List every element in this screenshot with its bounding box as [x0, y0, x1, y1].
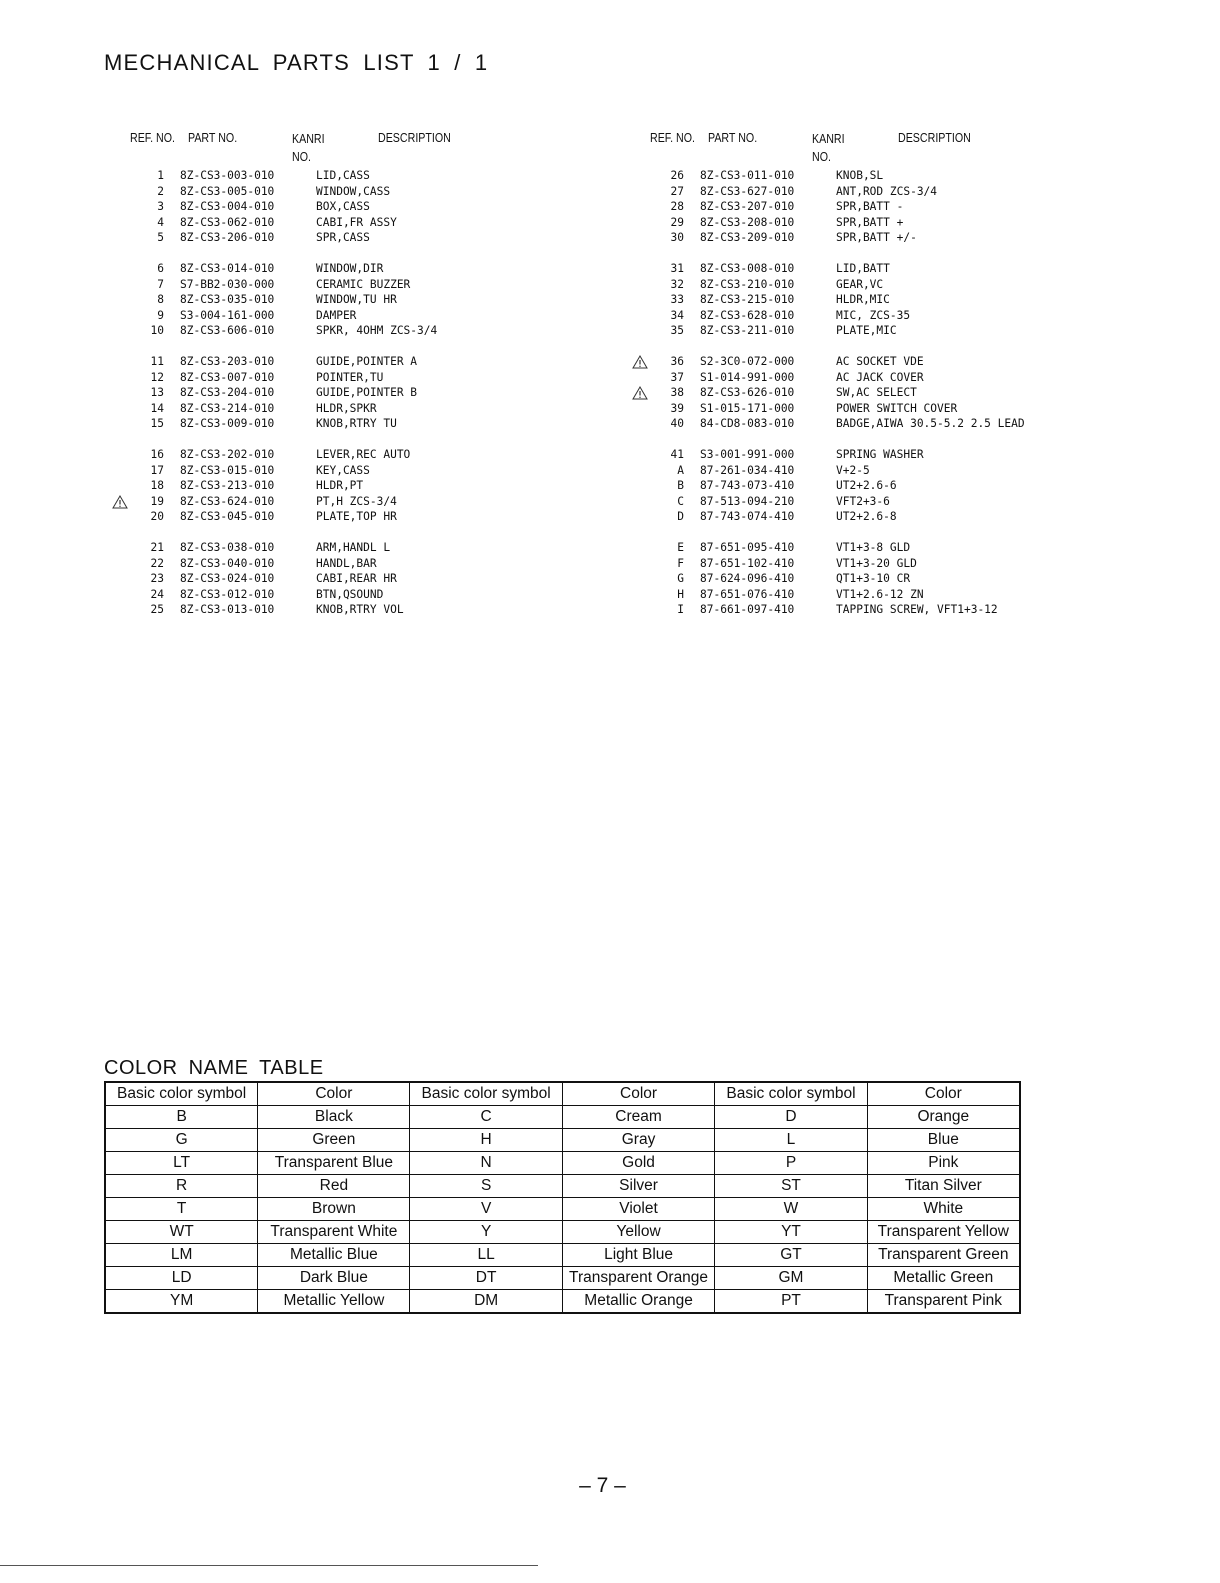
ref-no: 3	[157, 200, 164, 213]
ref-no: C	[677, 494, 684, 508]
color-name-cell: Transparent Yellow	[867, 1221, 1020, 1244]
description: HLDR,PT	[316, 479, 364, 492]
description: WINDOW,TU HR	[316, 293, 397, 306]
ref-no: 27	[670, 184, 684, 198]
part-no: 8Z-CS3-606-010	[180, 324, 275, 337]
ref-no: 15	[150, 417, 164, 430]
part-no: 87-743-073-410	[700, 479, 795, 492]
description: KEY,CASS	[316, 463, 370, 477]
ref-no: I	[677, 603, 684, 616]
description: BOX,CASS	[316, 200, 370, 213]
color-symbol-cell: S	[410, 1175, 562, 1198]
ref-no: F	[677, 556, 684, 570]
color-symbol-cell: T	[105, 1198, 258, 1221]
description: KNOB,RTRY TU	[316, 417, 397, 430]
ref-no: 5	[157, 231, 164, 244]
description: GUIDE,POINTER A	[316, 355, 418, 368]
header-kanri-label: KANRI	[812, 131, 845, 146]
part-no: 87-743-074-410	[700, 510, 795, 523]
ref-no: D	[677, 510, 684, 523]
part-no: 8Z-CS3-628-010	[700, 308, 795, 322]
color-symbol-cell: ST	[715, 1175, 867, 1198]
description: SPR,BATT -	[836, 200, 904, 213]
ref-no: 25	[150, 603, 164, 616]
ref-no: 30	[670, 231, 684, 244]
description: SPR,BATT +/-	[836, 231, 917, 244]
ref-no: 29	[670, 215, 684, 229]
color-name-cell: Dark Blue	[258, 1267, 410, 1290]
color-symbol-cell: P	[715, 1152, 867, 1175]
color-symbol-cell: L	[715, 1129, 867, 1152]
color-table-row	[105, 1244, 1020, 1267]
description: SPR,BATT +	[836, 215, 904, 229]
part-no: 8Z-CS3-011-010	[700, 169, 795, 182]
color-symbol-cell: D	[715, 1106, 867, 1129]
color-name-cell: Metallic Orange	[562, 1290, 715, 1314]
color-table-body	[105, 1106, 1020, 1314]
color-symbol-cell: W	[715, 1198, 867, 1221]
color-name-cell: Green	[258, 1129, 410, 1152]
part-no: 8Z-CS3-624-010	[180, 494, 275, 508]
color-name-cell: Titan Silver	[867, 1175, 1020, 1198]
part-no: 87-624-096-410	[700, 572, 795, 585]
part-no: 87-651-076-410	[700, 587, 795, 601]
ref-no: 20	[150, 510, 164, 523]
color-symbol-cell: LM	[105, 1244, 258, 1267]
part-no: 8Z-CS3-627-010	[700, 184, 795, 198]
part-no: 8Z-CS3-009-010	[180, 417, 275, 430]
part-no: 8Z-CS3-214-010	[180, 401, 275, 415]
ref-no: 14	[150, 401, 164, 415]
header-description: DESCRIPTION	[898, 130, 971, 145]
color-symbol-cell: WT	[105, 1221, 258, 1244]
part-no: 8Z-CS3-014-010	[180, 262, 275, 275]
description: PLATE,MIC	[836, 324, 897, 337]
part-no: 8Z-CS3-007-010	[180, 370, 275, 384]
color-name-cell: Metallic Green	[867, 1267, 1020, 1290]
header-description: DESCRIPTION	[378, 130, 451, 145]
part-no: 8Z-CS3-206-010	[180, 231, 275, 244]
description: QT1+3-10 CR	[836, 572, 911, 585]
part-no: 8Z-CS3-003-010	[180, 169, 275, 182]
color-name-cell: Transparent Pink	[867, 1290, 1020, 1314]
color-table-row	[105, 1152, 1020, 1175]
description: WINDOW,DIR	[316, 262, 384, 275]
ref-no: 1	[157, 169, 164, 182]
ref-no: 7	[157, 277, 164, 291]
header-kanri-no: NO.	[812, 149, 831, 164]
header-part-no: PART NO.	[708, 130, 758, 145]
header-basic-color-symbol: Basic color symbol	[715, 1082, 867, 1106]
ref-no: 13	[150, 386, 164, 399]
part-no: 8Z-CS3-045-010	[180, 510, 275, 523]
part-no: 8Z-CS3-008-010	[700, 262, 795, 275]
safety-warning-icon	[112, 495, 128, 509]
color-table-row	[105, 1198, 1020, 1221]
color-table-row	[105, 1221, 1020, 1244]
part-no: 8Z-CS3-015-010	[180, 463, 275, 477]
color-symbol-cell: LT	[105, 1152, 258, 1175]
description: LID,BATT	[836, 262, 890, 275]
part-no: 8Z-CS3-035-010	[180, 293, 275, 306]
color-symbol-cell: C	[410, 1106, 562, 1129]
ref-no: 35	[670, 324, 684, 337]
part-no: 8Z-CS3-024-010	[180, 572, 275, 585]
description: MIC, ZCS-35	[836, 308, 911, 322]
part-no: S1-014-991-000	[700, 370, 795, 384]
ref-no: 37	[670, 370, 684, 384]
color-name-table	[104, 1081, 1021, 1314]
part-no: S7-BB2-030-000	[180, 277, 275, 291]
part-no: 8Z-CS3-013-010	[180, 603, 275, 616]
header-part-no: PART NO.	[188, 130, 238, 145]
part-no: 8Z-CS3-211-010	[700, 324, 795, 337]
description: ARM,HANDL L	[316, 541, 391, 554]
ref-no: 24	[150, 587, 164, 601]
ref-no: 26	[670, 169, 684, 182]
color-symbol-cell: GM	[715, 1267, 867, 1290]
ref-no: 40	[670, 417, 684, 430]
description: AC JACK COVER	[836, 370, 924, 384]
description: UT2+2.6-6	[836, 479, 897, 492]
part-no: 87-513-094-210	[700, 494, 795, 508]
color-name-cell: Gray	[562, 1129, 715, 1152]
description: POINTER,TU	[316, 370, 384, 384]
ref-no: 6	[157, 262, 164, 275]
color-name-cell: Metallic Blue	[258, 1244, 410, 1267]
color-name-cell: Gold	[562, 1152, 715, 1175]
description: SPRING WASHER	[836, 448, 924, 461]
header-color: Color	[562, 1082, 715, 1106]
ref-no: B	[677, 479, 684, 492]
header-color: Color	[258, 1082, 410, 1106]
description: V+2-5	[836, 463, 870, 477]
description: POWER SWITCH COVER	[836, 401, 958, 415]
color-name-cell: Silver	[562, 1175, 715, 1198]
color-symbol-cell: B	[105, 1106, 258, 1129]
color-symbol-cell: PT	[715, 1290, 867, 1314]
color-name-cell: Transparent Green	[867, 1244, 1020, 1267]
header-kanri-no: NO.	[292, 149, 311, 164]
ref-no: 10	[150, 324, 164, 337]
part-no: S1-015-171-000	[700, 401, 795, 415]
color-name-cell: Transparent Orange	[562, 1267, 715, 1290]
part-no: 8Z-CS3-005-010	[180, 184, 275, 198]
description: VT1+3-20 GLD	[836, 556, 917, 570]
description: GUIDE,POINTER B	[316, 386, 418, 399]
color-symbol-cell: LD	[105, 1267, 258, 1290]
color-symbol-cell: Y	[410, 1221, 562, 1244]
description: HANDL,BAR	[316, 556, 377, 570]
ref-no: 31	[670, 262, 684, 275]
part-no: 87-651-095-410	[700, 541, 795, 554]
description: PLATE,TOP HR	[316, 510, 397, 523]
part-no: 8Z-CS3-208-010	[700, 215, 795, 229]
part-no: 87-651-102-410	[700, 556, 795, 570]
part-no: 8Z-CS3-202-010	[180, 448, 275, 461]
part-no: S3-001-991-000	[700, 448, 795, 461]
description: SPR,CASS	[316, 231, 370, 244]
color-symbol-cell: LL	[410, 1244, 562, 1267]
ref-no: 9	[157, 308, 164, 322]
ref-no: 41	[670, 448, 684, 461]
description: HLDR,SPKR	[316, 401, 377, 415]
ref-no: 23	[150, 572, 164, 585]
description: KNOB,RTRY VOL	[316, 603, 404, 616]
description: CABI,REAR HR	[316, 572, 397, 585]
ref-no: 33	[670, 293, 684, 306]
page-title: MECHANICAL PARTS LIST 1 / 1	[104, 50, 489, 75]
description: SW,AC SELECT	[836, 386, 917, 399]
description: TAPPING SCREW, VFT1+3-12	[836, 603, 998, 616]
ref-no: 8	[157, 293, 164, 306]
color-symbol-cell: YT	[715, 1221, 867, 1244]
safety-warning-icon	[632, 355, 648, 369]
header-color: Color	[867, 1082, 1020, 1106]
color-table-header-row	[105, 1082, 1020, 1106]
color-table-row	[105, 1267, 1020, 1290]
header-kanri	[292, 130, 325, 166]
ref-no: 21	[150, 541, 164, 554]
color-symbol-cell: G	[105, 1129, 258, 1152]
description: AC SOCKET VDE	[836, 355, 924, 368]
color-name-cell: White	[867, 1198, 1020, 1221]
description: SPKR, 4OHM ZCS-3/4	[316, 324, 438, 337]
description: DAMPER	[316, 308, 357, 322]
color-name-cell: Blue	[867, 1129, 1020, 1152]
color-name-cell: Brown	[258, 1198, 410, 1221]
description: CABI,FR ASSY	[316, 215, 397, 229]
description: VT1+2.6-12 ZN	[836, 587, 924, 601]
ref-no: 2	[157, 184, 164, 198]
color-name-cell: Light Blue	[562, 1244, 715, 1267]
part-no: 8Z-CS3-038-010	[180, 541, 275, 554]
color-table-row	[105, 1106, 1020, 1129]
description: GEAR,VC	[836, 277, 884, 291]
description: CERAMIC BUZZER	[316, 277, 411, 291]
part-no: 87-261-034-410	[700, 463, 795, 477]
description: HLDR,MIC	[836, 293, 890, 306]
description: LEVER,REC AUTO	[316, 448, 411, 461]
color-name-cell: Pink	[867, 1152, 1020, 1175]
part-no: 8Z-CS3-210-010	[700, 277, 795, 291]
color-name-cell: Transparent White	[258, 1221, 410, 1244]
color-table-row	[105, 1129, 1020, 1152]
color-name-cell: Violet	[562, 1198, 715, 1221]
header-kanri	[812, 130, 845, 166]
description: LID,CASS	[316, 169, 370, 182]
color-symbol-cell: GT	[715, 1244, 867, 1267]
color-table-row	[105, 1175, 1020, 1198]
ref-no: 4	[157, 215, 164, 229]
ref-no: E	[677, 541, 684, 554]
color-name-cell: Metallic Yellow	[258, 1290, 410, 1314]
color-symbol-cell: N	[410, 1152, 562, 1175]
part-no: 8Z-CS3-203-010	[180, 355, 275, 368]
ref-no: 38	[670, 386, 684, 399]
ref-no: 36	[670, 355, 684, 368]
description: ANT,ROD ZCS-3/4	[836, 184, 938, 198]
color-name-cell: Cream	[562, 1106, 715, 1129]
part-no: 8Z-CS3-209-010	[700, 231, 795, 244]
part-no: 8Z-CS3-207-010	[700, 200, 795, 213]
color-symbol-cell: H	[410, 1129, 562, 1152]
part-no: 8Z-CS3-213-010	[180, 479, 275, 492]
bottom-rule	[0, 1565, 538, 1566]
description: VT1+3-8 GLD	[836, 541, 911, 554]
description: KNOB,SL	[836, 169, 884, 182]
ref-no: 22	[150, 556, 164, 570]
color-symbol-cell: DT	[410, 1267, 562, 1290]
description: PT,H ZCS-3/4	[316, 494, 397, 508]
part-no: 8Z-CS3-626-010	[700, 386, 795, 399]
description: BTN,QSOUND	[316, 587, 384, 601]
color-name-cell: Black	[258, 1106, 410, 1129]
part-no: 8Z-CS3-004-010	[180, 200, 275, 213]
ref-no: 18	[150, 479, 164, 492]
ref-no: 39	[670, 401, 684, 415]
header-basic-color-symbol: Basic color symbol	[105, 1082, 258, 1106]
ref-no: 17	[150, 463, 164, 477]
part-no: 87-661-097-410	[700, 603, 795, 616]
header-kanri-label: KANRI	[292, 131, 325, 146]
description: WINDOW,CASS	[316, 184, 391, 198]
description: BADGE,AIWA 30.5-5.2 2.5 LEAD	[836, 417, 1025, 430]
color-table-title: COLOR NAME TABLE	[104, 1057, 324, 1079]
safety-warning-icon	[632, 386, 648, 400]
description: VFT2+3-6	[836, 494, 890, 508]
part-no: 8Z-CS3-204-010	[180, 386, 275, 399]
part-no: 84-CD8-083-010	[700, 417, 795, 430]
color-symbol-cell: R	[105, 1175, 258, 1198]
description: UT2+2.6-8	[836, 510, 897, 523]
ref-no: 19	[150, 494, 164, 508]
ref-no: 34	[670, 308, 684, 322]
ref-no: 16	[150, 448, 164, 461]
header-ref-no: REF. NO.	[650, 130, 696, 145]
part-no: S2-3C0-072-000	[700, 355, 795, 368]
ref-no: H	[677, 587, 684, 601]
ref-no: G	[677, 572, 684, 585]
ref-no: 11	[150, 355, 164, 368]
color-symbol-cell: DM	[410, 1290, 562, 1314]
part-no: 8Z-CS3-040-010	[180, 556, 275, 570]
color-symbol-cell: V	[410, 1198, 562, 1221]
header-basic-color-symbol: Basic color symbol	[410, 1082, 562, 1106]
part-no: 8Z-CS3-062-010	[180, 215, 275, 229]
ref-no: 28	[670, 200, 684, 213]
color-name-cell: Red	[258, 1175, 410, 1198]
part-no: 8Z-CS3-215-010	[700, 293, 795, 306]
ref-no: 12	[150, 370, 164, 384]
ref-no: 32	[670, 277, 684, 291]
part-no: 8Z-CS3-012-010	[180, 587, 275, 601]
color-name-cell: Orange	[867, 1106, 1020, 1129]
ref-no: A	[677, 463, 684, 477]
color-name-cell: Transparent Blue	[258, 1152, 410, 1175]
page-number: – 7 –	[579, 1474, 626, 1497]
part-no: S3-004-161-000	[180, 308, 275, 322]
header-ref-no: REF. NO.	[130, 130, 176, 145]
color-symbol-cell: YM	[105, 1290, 258, 1314]
color-name-cell: Yellow	[562, 1221, 715, 1244]
color-table-row	[105, 1290, 1020, 1314]
